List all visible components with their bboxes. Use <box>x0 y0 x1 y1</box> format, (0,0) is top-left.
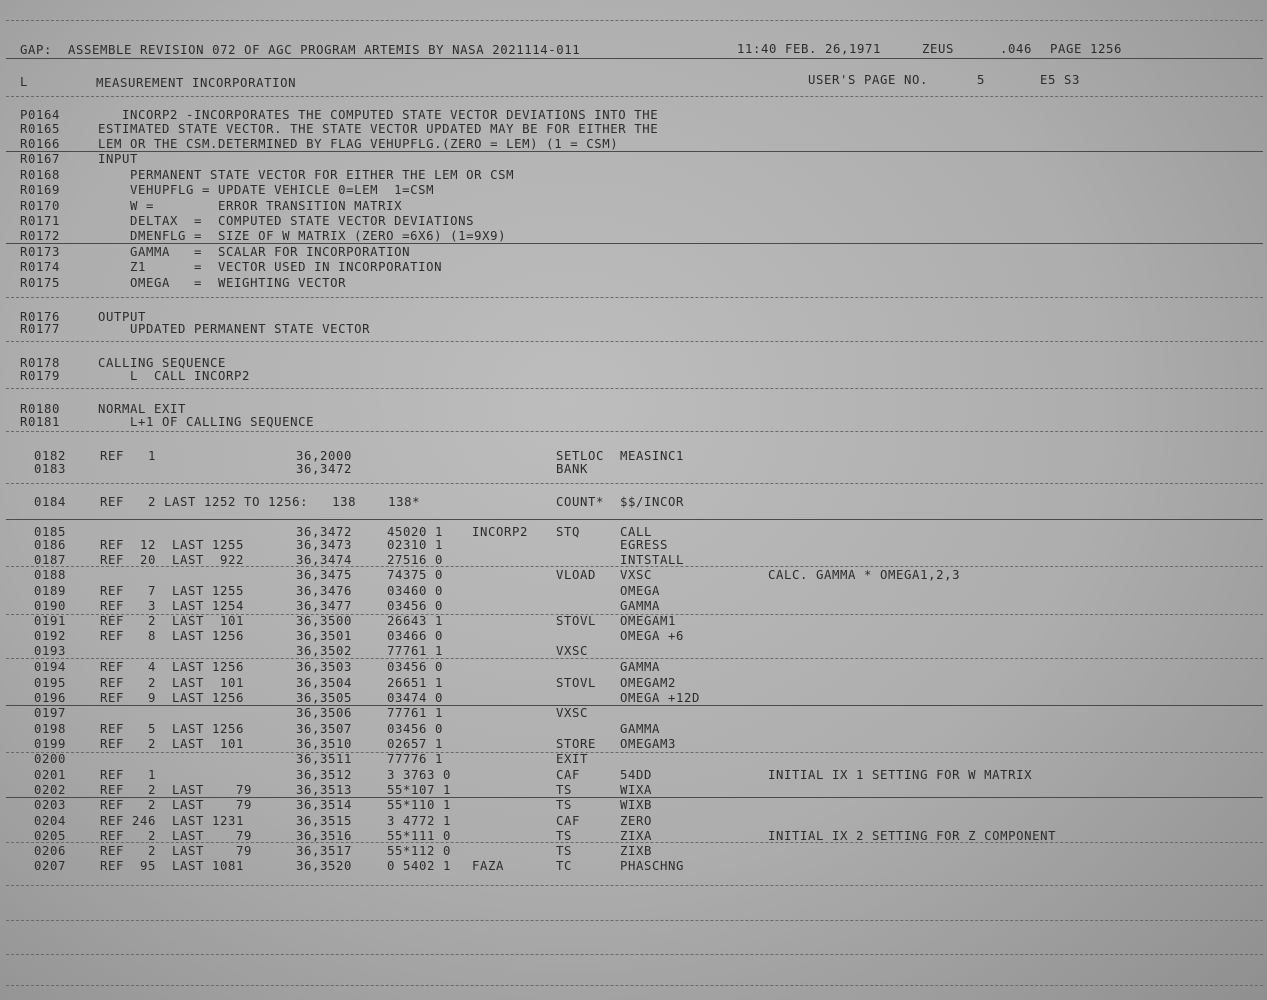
comment-line-text: DMENFLG = SIZE OF W MATRIX (ZERO =6X6) (1=9X9) <box>98 229 507 243</box>
code-ref: REF 7 LAST 1255 <box>100 584 245 598</box>
code-n: 0196 <box>34 691 67 705</box>
comment-line-text: INPUT <box>98 152 139 166</box>
code-n: 0198 <box>34 722 67 736</box>
code-addr: 36,3507 <box>296 722 353 736</box>
code-n: 0206 <box>34 844 67 858</box>
code-operand: $$/INCOR <box>620 495 685 509</box>
comment-line-id: R0172 <box>20 229 61 243</box>
comment-line-text: OMEGA = WEIGHTING VECTOR <box>98 276 347 290</box>
code-ref: REF 2 LAST 79 <box>100 798 253 812</box>
code-op: COUNT* <box>556 495 605 509</box>
code-addr: 36,3502 <box>296 644 353 658</box>
code-label: INCORP2 <box>472 525 529 539</box>
code-word: 03456 0 <box>387 599 444 613</box>
comment-line-id: R0165 <box>20 122 61 136</box>
comment-line-id: R0173 <box>20 245 61 259</box>
comment-line-text: OUTPUT <box>98 310 147 324</box>
code-addr: 36,3520 <box>296 859 353 873</box>
code-ref: REF 1 <box>100 768 157 782</box>
code-note: CALC. GAMMA * OMEGA1,2,3 <box>768 568 961 582</box>
comment-line-text: CALLING SEQUENCE <box>98 356 227 370</box>
code-n: 0187 <box>34 553 67 567</box>
code-operand: MEASINC1 <box>620 449 685 463</box>
code-op: TS <box>556 829 573 843</box>
code-addr: 36,3500 <box>296 614 353 628</box>
code-addr: 36,3501 <box>296 629 353 643</box>
code-n: 0191 <box>34 614 67 628</box>
form-rule <box>6 431 1263 432</box>
code-n: 0194 <box>34 660 67 674</box>
comment-line-text: GAMMA = SCALAR FOR INCORPORATION <box>98 245 411 259</box>
header-code: .046 <box>1000 42 1033 56</box>
subheader-marker: L <box>20 75 29 89</box>
code-n: 0197 <box>34 706 67 720</box>
code-ref: REF 2 LAST 1252 TO 1256: 138 138* <box>100 495 421 509</box>
comment-line-id: R0166 <box>20 137 61 151</box>
form-rule <box>6 243 1263 244</box>
form-rule <box>6 985 1263 986</box>
comment-line-text: L CALL INCORP2 <box>98 369 251 383</box>
code-n: 0185 <box>34 525 67 539</box>
code-addr: 36,3476 <box>296 584 353 598</box>
code-word: 03456 0 <box>387 722 444 736</box>
comment-line-id: R0174 <box>20 260 61 274</box>
code-op: VXSC <box>556 644 589 658</box>
code-n: 0202 <box>34 783 67 797</box>
code-operand: ZERO <box>620 814 653 828</box>
form-rule <box>6 96 1263 97</box>
code-addr: 36,2000 <box>296 449 353 463</box>
header-timestamp: 11:40 FEB. 26,1971 <box>737 42 882 56</box>
form-rule <box>6 151 1263 152</box>
code-op: TS <box>556 798 573 812</box>
comment-line-id: R0168 <box>20 168 61 182</box>
code-ref: REF 8 LAST 1256 <box>100 629 245 643</box>
form-rule <box>6 483 1263 484</box>
form-rule <box>6 58 1263 59</box>
code-operand: EGRESS <box>620 538 669 552</box>
code-n: 0182 <box>34 449 67 463</box>
code-n: 0200 <box>34 752 67 766</box>
code-operand: CALL <box>620 525 653 539</box>
code-word: 55*111 0 <box>387 829 452 843</box>
code-ref: REF 1 <box>100 449 157 463</box>
code-ref: REF 95 LAST 1081 <box>100 859 245 873</box>
code-n: 0207 <box>34 859 67 873</box>
code-n: 0193 <box>34 644 67 658</box>
code-addr: 36,3514 <box>296 798 353 812</box>
code-word: 77776 1 <box>387 752 444 766</box>
code-ref: REF 2 LAST 79 <box>100 829 253 843</box>
code-operand: OMEGA +6 <box>620 629 685 643</box>
code-ref: REF 3 LAST 1254 <box>100 599 245 613</box>
subheader-title: MEASUREMENT INCORPORATION <box>96 76 297 90</box>
code-ref: REF 2 LAST 101 <box>100 676 245 690</box>
code-ref: REF 2 LAST 101 <box>100 614 245 628</box>
form-rule <box>6 752 1263 753</box>
code-operand: ZIXA <box>620 829 653 843</box>
comment-line-id: R0176 <box>20 310 61 324</box>
code-addr: 36,3515 <box>296 814 353 828</box>
code-addr: 36,3475 <box>296 568 353 582</box>
code-op: VXSC <box>556 706 589 720</box>
form-rule <box>6 20 1263 21</box>
code-operand: 54DD <box>620 768 653 782</box>
comment-line-id: R0179 <box>20 369 61 383</box>
code-word: 0 5402 1 <box>387 859 452 873</box>
code-operand: GAMMA <box>620 660 661 674</box>
code-operand: OMEGA +12D <box>620 691 701 705</box>
code-label: FAZA <box>472 859 505 873</box>
code-addr: 36,3516 <box>296 829 353 843</box>
comment-line-text: ESTIMATED STATE VECTOR. THE STATE VECTOR UPDATED MAY BE FOR EITHER THE <box>98 122 659 136</box>
code-n: 0188 <box>34 568 67 582</box>
code-addr: 36,3503 <box>296 660 353 674</box>
code-word: 77761 1 <box>387 644 444 658</box>
code-operand: INTSTALL <box>620 553 685 567</box>
code-addr: 36,3512 <box>296 768 353 782</box>
code-op: STORE <box>556 737 597 751</box>
form-rule <box>6 297 1263 298</box>
code-n: 0190 <box>34 599 67 613</box>
comment-line-text: NORMAL EXIT <box>98 402 187 416</box>
comment-line-id: R0171 <box>20 214 61 228</box>
code-addr: 36,3472 <box>296 462 353 476</box>
comment-line-text: L+1 OF CALLING SEQUENCE <box>98 415 315 429</box>
code-n: 0183 <box>34 462 67 476</box>
code-word: 02310 1 <box>387 538 444 552</box>
code-word: 77761 1 <box>387 706 444 720</box>
code-n: 0192 <box>34 629 67 643</box>
form-rule <box>6 954 1263 955</box>
code-addr: 36,3477 <box>296 599 353 613</box>
code-op: TC <box>556 859 573 873</box>
comment-line-id: R0167 <box>20 152 61 166</box>
comment-line-text: UPDATED PERMANENT STATE VECTOR <box>98 322 371 336</box>
form-rule <box>6 705 1263 706</box>
code-addr: 36,3506 <box>296 706 353 720</box>
code-word: 55*110 1 <box>387 798 452 812</box>
code-op: STOVL <box>556 676 597 690</box>
code-addr: 36,3513 <box>296 783 353 797</box>
header-system: ZEUS <box>922 42 955 56</box>
code-operand: OMEGAM2 <box>620 676 677 690</box>
comment-line-text: INCORP2 -INCORPORATES THE COMPUTED STATE VECTOR DEVIATIONS INTO THE <box>98 108 659 122</box>
comment-line-text: PERMANENT STATE VECTOR FOR EITHER THE LEM OR CSM <box>98 168 515 182</box>
code-word: 55*112 0 <box>387 844 452 858</box>
code-op: CAF <box>556 768 581 782</box>
code-ref: REF 12 LAST 1255 <box>100 538 245 552</box>
code-n: 0186 <box>34 538 67 552</box>
code-operand: OMEGA <box>620 584 661 598</box>
header-banner: GAP: ASSEMBLE REVISION 072 OF AGC PROGRAM ARTEMIS BY NASA 2021114-011 <box>20 43 581 57</box>
form-rule <box>6 658 1263 659</box>
code-ref: REF 20 LAST 922 <box>100 553 245 567</box>
code-operand: WIXB <box>620 798 653 812</box>
form-rule <box>6 341 1263 342</box>
code-word: 26643 1 <box>387 614 444 628</box>
code-operand: GAMMA <box>620 599 661 613</box>
form-rule <box>6 388 1263 389</box>
code-ref: REF 2 LAST 101 <box>100 737 245 751</box>
comment-line-text: W = ERROR TRANSITION MATRIX <box>98 199 403 213</box>
code-ref: REF 2 LAST 79 <box>100 783 253 797</box>
code-word: 45020 1 <box>387 525 444 539</box>
code-addr: 36,3517 <box>296 844 353 858</box>
code-op: BANK <box>556 462 589 476</box>
code-op: TS <box>556 783 573 797</box>
code-addr: 36,3505 <box>296 691 353 705</box>
code-operand: PHASCHNG <box>620 859 685 873</box>
comment-line-id: R0181 <box>20 415 61 429</box>
code-operand: OMEGAM3 <box>620 737 677 751</box>
code-addr: 36,3473 <box>296 538 353 552</box>
code-n: 0189 <box>34 584 67 598</box>
code-operand: ZIXB <box>620 844 653 858</box>
code-n: 0205 <box>34 829 67 843</box>
comment-line-text: LEM OR THE CSM.DETERMINED BY FLAG VEHUPFLG.(ZERO = LEM) (1 = CSM) <box>98 137 619 151</box>
code-word: 3 4772 1 <box>387 814 452 828</box>
code-word: 03460 0 <box>387 584 444 598</box>
code-op: VLOAD <box>556 568 597 582</box>
code-word: 03466 0 <box>387 629 444 643</box>
code-n: 0184 <box>34 495 67 509</box>
code-op: CAF <box>556 814 581 828</box>
code-op: STOVL <box>556 614 597 628</box>
section-code: E5 S3 <box>1040 73 1081 87</box>
code-note: INITIAL IX 1 SETTING FOR W MATRIX <box>768 768 1033 782</box>
code-addr: 36,3472 <box>296 525 353 539</box>
comment-line-id: R0180 <box>20 402 61 416</box>
code-note: INITIAL IX 2 SETTING FOR Z COMPONENT <box>768 829 1057 843</box>
comment-line-id: R0177 <box>20 322 61 336</box>
code-addr: 36,3511 <box>296 752 353 766</box>
code-n: 0195 <box>34 676 67 690</box>
code-operand: GAMMA <box>620 722 661 736</box>
code-word: 26651 1 <box>387 676 444 690</box>
code-op: TS <box>556 844 573 858</box>
code-n: 0203 <box>34 798 67 812</box>
code-ref: REF 246 LAST 1231 <box>100 814 245 828</box>
code-word: 02657 1 <box>387 737 444 751</box>
comment-line-id: R0175 <box>20 276 61 290</box>
code-word: 03474 0 <box>387 691 444 705</box>
code-addr: 36,3510 <box>296 737 353 751</box>
code-n: 0199 <box>34 737 67 751</box>
code-addr: 36,3504 <box>296 676 353 690</box>
code-word: 55*107 1 <box>387 783 452 797</box>
code-word: 03456 0 <box>387 660 444 674</box>
comment-line-id: R0169 <box>20 183 61 197</box>
code-addr: 36,3474 <box>296 553 353 567</box>
comment-line-text: VEHUPFLG = UPDATE VEHICLE 0=LEM 1=CSM <box>98 183 435 197</box>
code-ref: REF 9 LAST 1256 <box>100 691 245 705</box>
code-op: SETLOC <box>556 449 605 463</box>
code-operand: VXSC <box>620 568 653 582</box>
code-operand: WIXA <box>620 783 653 797</box>
code-word: 74375 0 <box>387 568 444 582</box>
form-rule <box>6 885 1263 886</box>
code-n: 0204 <box>34 814 67 828</box>
comment-line-id: R0178 <box>20 356 61 370</box>
code-op: EXIT <box>556 752 589 766</box>
code-word: 27516 0 <box>387 553 444 567</box>
code-word: 3 3763 0 <box>387 768 452 782</box>
code-ref: REF 4 LAST 1256 <box>100 660 245 674</box>
comment-line-text: DELTAX = COMPUTED STATE VECTOR DEVIATIONS <box>98 214 475 228</box>
comment-line-id: R0170 <box>20 199 61 213</box>
code-ref: REF 5 LAST 1256 <box>100 722 245 736</box>
code-n: 0201 <box>34 768 67 782</box>
comment-line-text: Z1 = VECTOR USED IN INCORPORATION <box>98 260 443 274</box>
header-page: PAGE 1256 <box>1050 42 1123 56</box>
form-rule <box>6 519 1263 520</box>
code-operand: OMEGAM1 <box>620 614 677 628</box>
code-ref: REF 2 LAST 79 <box>100 844 253 858</box>
form-rule <box>6 920 1263 921</box>
user-page-number: 5 <box>977 73 986 87</box>
comment-line-id: P0164 <box>20 108 61 122</box>
code-op: STQ <box>556 525 581 539</box>
user-page-label: USER'S PAGE NO. <box>808 73 929 87</box>
